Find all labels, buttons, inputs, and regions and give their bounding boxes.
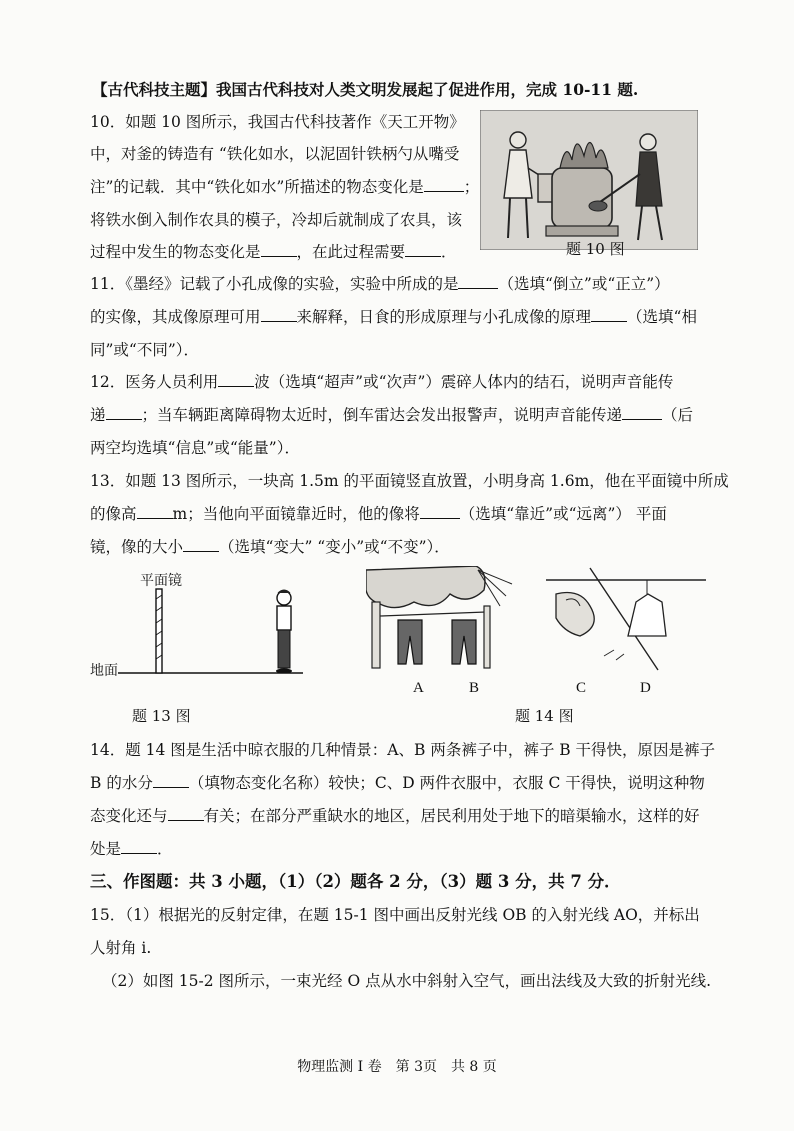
q14-line4 <box>90 837 173 861</box>
q13-line2-text: 的像高 <box>90 505 137 523</box>
q11-line1 <box>90 272 670 296</box>
fig14-label-a: A <box>413 680 424 696</box>
q13-answer-blank-1[interactable] <box>137 502 173 519</box>
q15-line1: 15．（1）根据光的反射定律，在题 15-1 图中画出反射光线 OB 的入射光线 AO，并标出 <box>90 906 700 924</box>
fig13-mirror-label: 平面镜 <box>140 573 182 589</box>
fig14-label-d: D <box>640 680 651 696</box>
q12-line1 <box>90 370 673 394</box>
q14-line2 <box>90 771 705 795</box>
fig10-caption: 题 10 图 <box>566 240 625 258</box>
fig14-label-c: C <box>576 680 587 696</box>
q10-line3-end: ； <box>463 178 480 196</box>
q12-line2 <box>90 403 693 427</box>
q13-line2 <box>90 502 667 526</box>
q10-line1: 10．如题 10 图所示，我国古代科技著作《天工开物》 <box>90 113 465 131</box>
q11-line1-text: 11．《墨经》记载了小孔成像的实验，实验中所成的是 <box>90 275 459 293</box>
section-header-tag: 【古代科技主题】 <box>92 80 217 99</box>
q12-line3: 两空均选填“信息”或“能量”）． <box>90 439 300 457</box>
q13-line2-mid: m；当他向平面镜靠近时，他的像将 <box>172 505 420 523</box>
fig14-caption: 题 14 图 <box>515 707 574 725</box>
q12-line1-text: 12．医务人员利用 <box>90 373 219 391</box>
q11-answer-blank-1[interactable] <box>458 272 498 289</box>
q11-line2-text: 的实像，其成像原理可用 <box>90 308 261 326</box>
q14-line3 <box>90 804 700 828</box>
q13-answer-blank-2[interactable] <box>420 502 460 519</box>
q10-line5 <box>90 240 457 264</box>
q14-line4-text: 处是 <box>90 840 122 858</box>
fig13-caption: 题 13 图 <box>132 707 191 725</box>
q13-line2-end: （选填“靠近”或“远离”） 平面 <box>459 505 667 523</box>
q14-answer-blank-3[interactable] <box>121 837 157 854</box>
q12-line2-end: （后 <box>662 406 694 424</box>
q14-line4-end: ． <box>157 840 173 858</box>
fig13-ground-label: 地面 <box>90 663 118 679</box>
q15-line3: （2）如图 15-2 图所示，一束光经 O 点从水中斜射入空气，画出法线及大致的折射光线. <box>102 972 712 990</box>
q10-line5-end: ． <box>441 243 457 261</box>
q11-line2-end: （选填“相 <box>627 308 697 326</box>
q12-line2-mid: ；当车辆距离障碍物太近时，倒车雷达会发出报警声，说明声音能传递 <box>141 406 623 424</box>
q10-line4: 将铁水倒入制作农具的模子，冷却后就制成了农具，该 <box>90 211 463 229</box>
q10-line3-text: 注”的记载．其中“铁化如水”所描述的物态变化是 <box>90 178 424 196</box>
q15-line2: 人射角 i. <box>90 939 152 957</box>
fig13-mirror-diagram <box>118 585 308 680</box>
q10-line5-mid: ，在此过程需要 <box>296 243 406 261</box>
q14-line3-end: 有关；在部分严重缺水的地区，居民利用处于地下的暗渠输水，这样的好 <box>203 807 700 825</box>
section-header-text: 我国古代科技对人类文明发展起了促进作用，完成 10-11 题. <box>216 80 639 99</box>
q14-line2-end: （填物态变化名称）较快；C、D 两件衣服中，衣服 C 干得快，说明这种物 <box>188 774 705 792</box>
q11-answer-blank-3[interactable] <box>591 305 627 322</box>
section3-title: 三、作图题：共 3 小题，（1）（2）题各 2 分，（3）题 3 分，共 7 分． <box>90 872 621 891</box>
q11-line2 <box>90 305 697 329</box>
q12-answer-blank-3[interactable] <box>622 403 662 420</box>
q13-line1: 13．如题 13 图所示，一块高 1.5m 的平面镜竖直放置，小明身高 1.6m，他在平面镜中所成 <box>90 472 729 490</box>
q12-answer-blank-1[interactable] <box>218 370 254 387</box>
fig14-label-b: B <box>469 680 480 696</box>
q13-line3-end: （选填“变大” “变小”或“不变”）． <box>219 538 450 556</box>
q14-answer-blank-1[interactable] <box>153 771 189 788</box>
fig14-drying-clothes <box>366 566 710 674</box>
q10-line3 <box>90 175 479 199</box>
q13-answer-blank-3[interactable] <box>183 535 219 552</box>
q12-line2-text: 递 <box>90 406 106 424</box>
q13-line3 <box>90 535 450 559</box>
page-footer: 物理监测 I 卷 第 3页 共 8 页 <box>297 1059 497 1075</box>
q10-answer-blank-2[interactable] <box>261 240 297 257</box>
q10-line2: 中，对釜的铸造有 “铁化如水，以泥固针铁柄勺从嘴受 <box>90 145 460 163</box>
q14-line2-text: B 的水分 <box>90 774 153 792</box>
q10-line5-text: 过程中发生的物态变化是 <box>90 243 261 261</box>
q11-line2-mid: 来解释，日食的形成原理与小孔成像的原理 <box>296 308 592 326</box>
q13-line3-text: 镜，像的大小 <box>90 538 184 556</box>
q14-line1: 14．题 14 图是生活中晾衣服的几种情景：A、B 两条裤子中，裤子 B 干得快，原因是裤子 <box>90 741 716 759</box>
q12-answer-blank-2[interactable] <box>106 403 142 420</box>
q14-line3-text: 态变化还与 <box>90 807 168 825</box>
q12-line1-end: 波（选填“超声”或“次声”）震碎人体内的结石，说明声音能传 <box>254 373 674 391</box>
q11-line1-end: （选填“倒立”或“正立”） <box>498 275 670 293</box>
q11-answer-blank-2[interactable] <box>261 305 297 322</box>
q14-answer-blank-2[interactable] <box>168 804 204 821</box>
q10-answer-blank-3[interactable] <box>405 240 441 257</box>
section-header <box>92 78 638 102</box>
q11-line3: 同”或“不同”）． <box>90 341 200 359</box>
fig10-casting-illustration <box>480 110 698 250</box>
q10-answer-blank-1[interactable] <box>424 175 464 192</box>
